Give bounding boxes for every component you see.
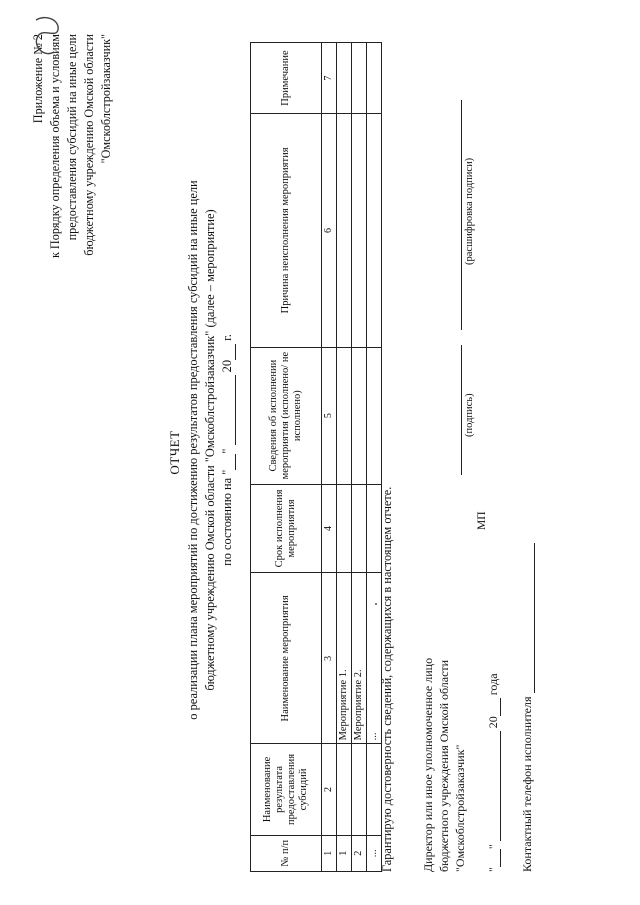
contact-phone <box>520 543 535 872</box>
subtitle-line: о реализации плана мероприятий по достижению результатов предоставления субсидий на иные цели <box>186 180 200 720</box>
table-row <box>337 43 352 872</box>
signature-line <box>461 345 462 475</box>
subtitle-date-line <box>219 105 236 795</box>
table-cell: 1 <box>337 835 352 871</box>
report-title: ОТЧЕТ <box>167 430 182 475</box>
table-cell: ... <box>367 573 382 744</box>
column-number: 1 <box>322 835 337 871</box>
table-cell <box>367 43 382 114</box>
table-cell <box>337 43 352 114</box>
day-blank <box>222 454 236 470</box>
appendix-header <box>30 34 115 374</box>
table-cell: ... <box>367 835 382 871</box>
table-cell <box>337 114 352 348</box>
report-table <box>250 42 382 872</box>
table-header-row <box>251 43 322 872</box>
appendix-line: бюджетному учреждению Омской области <box>82 34 96 256</box>
table-cell <box>352 347 367 484</box>
scan-speck <box>375 603 377 605</box>
table-cell <box>337 744 352 835</box>
table-cell <box>352 484 367 573</box>
table-cell <box>352 744 367 835</box>
table-row <box>352 43 367 872</box>
year-suffix: года <box>486 673 500 696</box>
signature-caption: (подпись) <box>464 393 475 437</box>
guarantee-statement: Гарантирую достоверность сведений, содержащихся в настоящем отчете. <box>380 486 394 872</box>
column-number: 6 <box>322 114 337 348</box>
decoding-line <box>461 100 462 330</box>
year-blank <box>222 344 236 360</box>
appendix-line: Приложение № 2 <box>31 34 45 124</box>
column-header: Наименование результата предоставления субсидий <box>251 744 322 835</box>
year-blank <box>487 698 501 716</box>
date-quote-open: " <box>486 867 500 872</box>
director-block <box>420 658 468 872</box>
column-header: Примечание <box>251 43 322 114</box>
table-cell <box>352 114 367 348</box>
subtitle-line: бюджетному учреждению Омской области "Омскоблстройзаказчик" (далее – мероприятие) <box>203 209 217 691</box>
decoding-caption: (расшифровка подписи) <box>464 157 475 265</box>
month-blank <box>222 375 236 445</box>
column-number: 4 <box>322 484 337 573</box>
table-cell: Мероприятие 2. <box>352 573 367 744</box>
director-line: "Омскоблстройзаказчик" <box>453 744 467 872</box>
stamp-place-mp: МП <box>476 511 488 530</box>
column-number: 5 <box>322 347 337 484</box>
column-number: 2 <box>322 744 337 835</box>
column-header: № п/п <box>251 835 322 871</box>
year-prefix: 20 <box>220 359 234 373</box>
month-blank <box>487 731 501 841</box>
table-cell: 2 <box>352 835 367 871</box>
table-cell <box>367 347 382 484</box>
signature-date <box>486 673 501 872</box>
director-line: Директор или иное уполномоченное лицо <box>421 657 435 872</box>
table-cell <box>337 484 352 573</box>
report-subtitle <box>185 105 236 795</box>
column-number: 7 <box>322 43 337 114</box>
column-header: Срок исполнения мероприятия <box>251 484 322 573</box>
date-quote-close: " <box>486 844 500 850</box>
column-number-row <box>322 43 337 872</box>
year-prefix: 20 <box>486 716 500 729</box>
column-header: Наименование мероприятия <box>251 573 322 744</box>
table-cell <box>367 114 382 348</box>
appendix-line: "Омскоблстройзаказчик" <box>99 34 113 164</box>
column-number: 3 <box>322 573 337 744</box>
phone-label: Контактный телефон исполнителя <box>520 696 534 872</box>
appendix-line: к Порядку определения объема и условиям <box>48 34 62 259</box>
table-cell: Мероприятие 1. <box>337 573 352 744</box>
handwritten-mark-icon <box>24 10 64 60</box>
table-cell <box>352 43 367 114</box>
table-cell <box>337 347 352 484</box>
column-header: Причина неисполнения мероприятия <box>251 114 322 348</box>
director-line: бюджетного учреждения Омской области <box>437 659 451 872</box>
column-header: Сведения об исполнении мероприятия (исполнено/ не исполнено) <box>251 347 322 484</box>
date-quote-open: по состоянию на " <box>220 469 234 566</box>
year-suffix: г. <box>220 334 234 341</box>
appendix-line: предоставления субсидий на иные цели <box>65 34 79 241</box>
day-blank <box>487 849 501 867</box>
date-quote-close: " <box>220 448 234 454</box>
phone-blank <box>521 543 535 693</box>
